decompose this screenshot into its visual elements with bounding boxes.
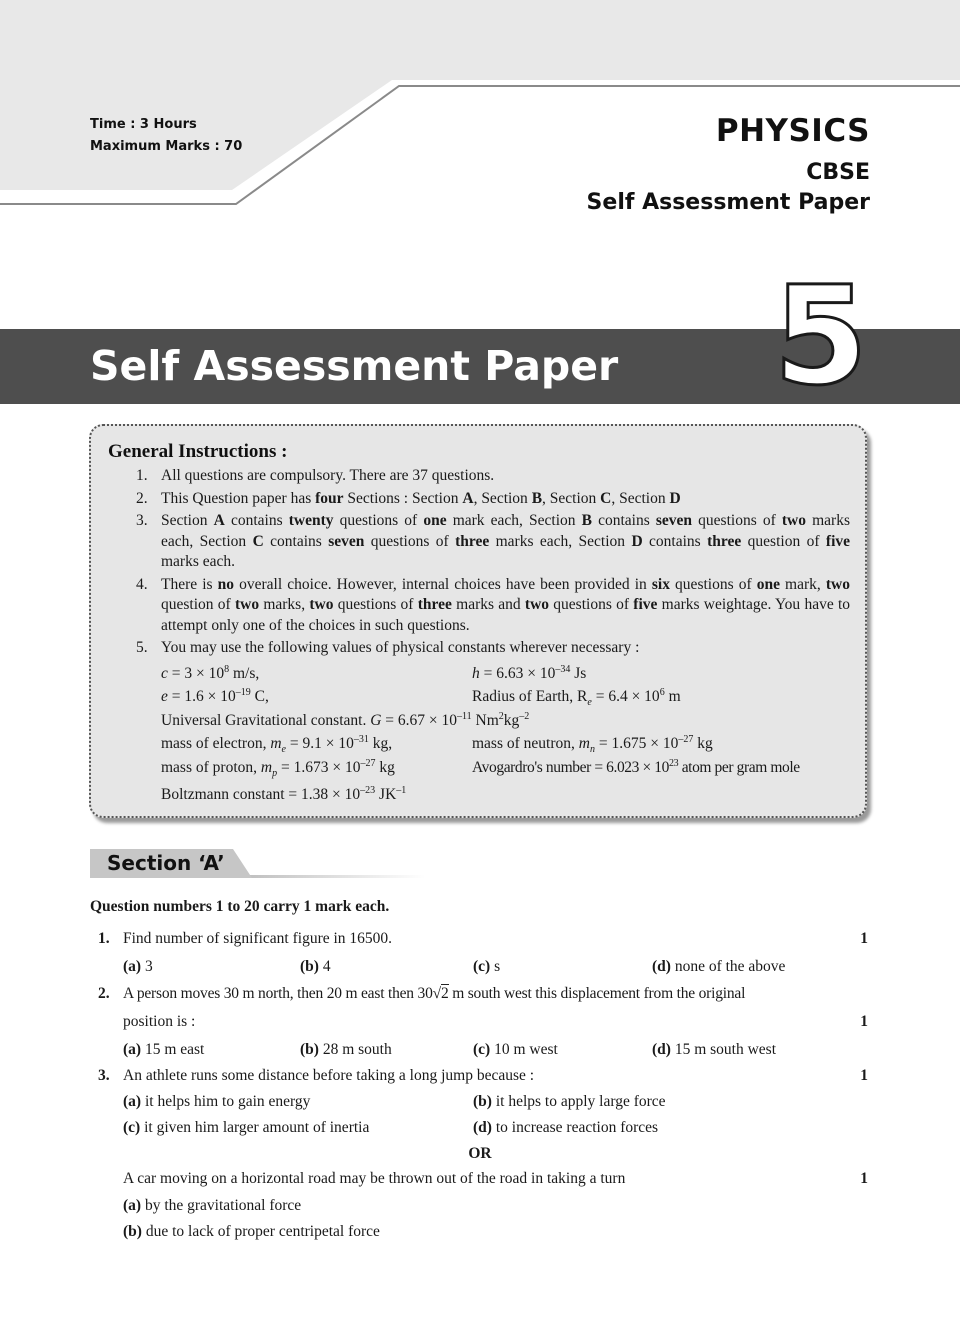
instruction-number: 3.	[136, 512, 148, 529]
constants-row	[161, 730, 861, 754]
alt-option-b: (b) due to lack of proper centripetal force	[123, 1223, 380, 1240]
section-label: Section ‘A’	[107, 851, 225, 875]
instructions-heading: General Instructions :	[108, 441, 288, 462]
constant-radius-earth: Radius of Earth, $R_e = 6.4 \times 10^6$ m	[472, 686, 681, 709]
constant-c: $c = 3 \times 10^8$ m/s,	[161, 663, 260, 682]
constant-h: $h = 6.63 \times 10^{-34}$ Js	[472, 663, 587, 682]
question-1	[0, 929, 960, 989]
question-number: 2.	[98, 985, 110, 1002]
instruction-text: There is no overall choice. However, internal choices have been provided in six questions of one mark, two question of two marks, two questions of three marks and two questions of five marks weightage. You have to attempt only one of the choices in such questions.	[161, 575, 851, 634]
question-2	[0, 984, 960, 1064]
option-c: (c) it given him larger amount of inertia	[123, 1119, 370, 1136]
option-c: (c) s	[473, 958, 501, 975]
instruction-text: Section A contains twenty questions of one mark each, Section B contains seven questions of two marks each, Section C contains seven questions of three marks each, Section D contains three question of five marks each.	[161, 512, 851, 570]
instructions-list	[130, 466, 850, 661]
question-text-cont: position is :	[123, 1013, 196, 1030]
banner-title: Self Assessment Paper	[90, 342, 619, 390]
constant-boltzmann: Boltzmann constant = $1.38 \times 10^{-23}$ $JK^{-1}$	[161, 784, 407, 803]
instruction-item	[130, 638, 850, 659]
max-marks-label: Maximum Marks : 70	[90, 139, 243, 154]
option-b: (b) it helps to apply large force	[473, 1093, 666, 1110]
sqrt-icon: √	[432, 985, 441, 1002]
paper-type-label: Self Assessment Paper	[586, 190, 870, 215]
question-marks: 1	[860, 930, 868, 947]
instruction-number: 2.	[136, 489, 148, 507]
constant-mn: mass of neutron, $m_n = 1.675 \times 10^{-27}$ kg	[472, 733, 713, 756]
question-3	[0, 1066, 960, 1246]
constants-row	[161, 777, 861, 804]
exam-meta	[90, 114, 242, 158]
option-c: (c) 10 m west	[473, 1041, 558, 1058]
constant-e: $e = 1.6 \times 10^{-19}$ C,	[161, 686, 269, 705]
instruction-text: All questions are compulsory. There are 37 questions.	[161, 467, 495, 484]
instruction-text: This Question paper has four Sections : Section A, Section B, Section C, Section D	[161, 489, 681, 507]
constants-row	[161, 753, 861, 777]
constant-me: mass of electron, $m_e = 9.1 \times 10^{-31}$ kg,	[161, 733, 393, 756]
option-a: (a) it helps him to gain energy	[123, 1093, 311, 1110]
instruction-number: 5.	[136, 639, 148, 656]
option-b: (b) 4	[300, 958, 331, 975]
alt-option-a: (a) by the gravitational force	[123, 1197, 302, 1214]
question-number: 1.	[98, 930, 110, 947]
option-a: (a) 15 m east	[123, 1041, 205, 1058]
instruction-item	[130, 511, 850, 573]
paper-number: 5	[773, 258, 868, 416]
instruction-item	[130, 489, 850, 510]
option-a: (a) 3	[123, 958, 153, 975]
instruction-item	[130, 575, 850, 637]
option-d: (d) to increase reaction forces	[473, 1119, 659, 1136]
time-label: Time : 3 Hours	[90, 117, 197, 132]
constants-row	[161, 683, 861, 707]
constant-g: Universal Gravitational constant. $G = 6.67 \times 10^{-11}$ $Nm^2kg^{-2}$	[161, 710, 530, 729]
instruction-number: 1.	[136, 467, 148, 484]
section-intro: Question numbers 1 to 20 carry 1 mark each.	[90, 898, 390, 915]
alt-question-text: A car moving on a horizontal road may be thrown out of the road in taking a turn	[123, 1170, 626, 1187]
question-marks: 1	[860, 1013, 868, 1030]
constants-table	[161, 659, 861, 804]
constant-mp: mass of proton, $m_p = 1.673 \times 10^{-27}$ kg	[161, 757, 395, 779]
option-d: (d) 15 m south west	[652, 1041, 777, 1058]
question-text: A person moves 30 m north, then 20 m east then 30√2 m south west this displacement from the original	[123, 985, 746, 1002]
option-d: (d) none of the above	[652, 958, 786, 975]
constant-avogadro: Avogardro's number = $6.023 \times 10^{23}$ atom per gram mole	[472, 757, 800, 776]
board-label: CBSE	[806, 160, 870, 185]
constants-row	[161, 659, 861, 683]
question-text: Find number of significant figure in 16500.	[123, 930, 393, 947]
question-number: 3.	[98, 1067, 110, 1084]
sqrt-expression: 30√2	[417, 985, 449, 1002]
question-text: An athlete runs some distance before taking a long jump because :	[123, 1067, 535, 1084]
question-marks: 1	[860, 1067, 868, 1084]
instruction-text: You may use the following values of physical constants wherever necessary :	[161, 639, 640, 656]
subject-title: PHYSICS	[715, 113, 870, 149]
constants-row	[161, 706, 861, 730]
instruction-number: 4.	[136, 575, 148, 593]
or-divider: OR	[468, 1145, 492, 1162]
option-b: (b) 28 m south	[300, 1041, 392, 1058]
alt-question-marks: 1	[860, 1170, 868, 1187]
paper-heading	[587, 112, 870, 218]
instruction-item	[130, 466, 850, 487]
